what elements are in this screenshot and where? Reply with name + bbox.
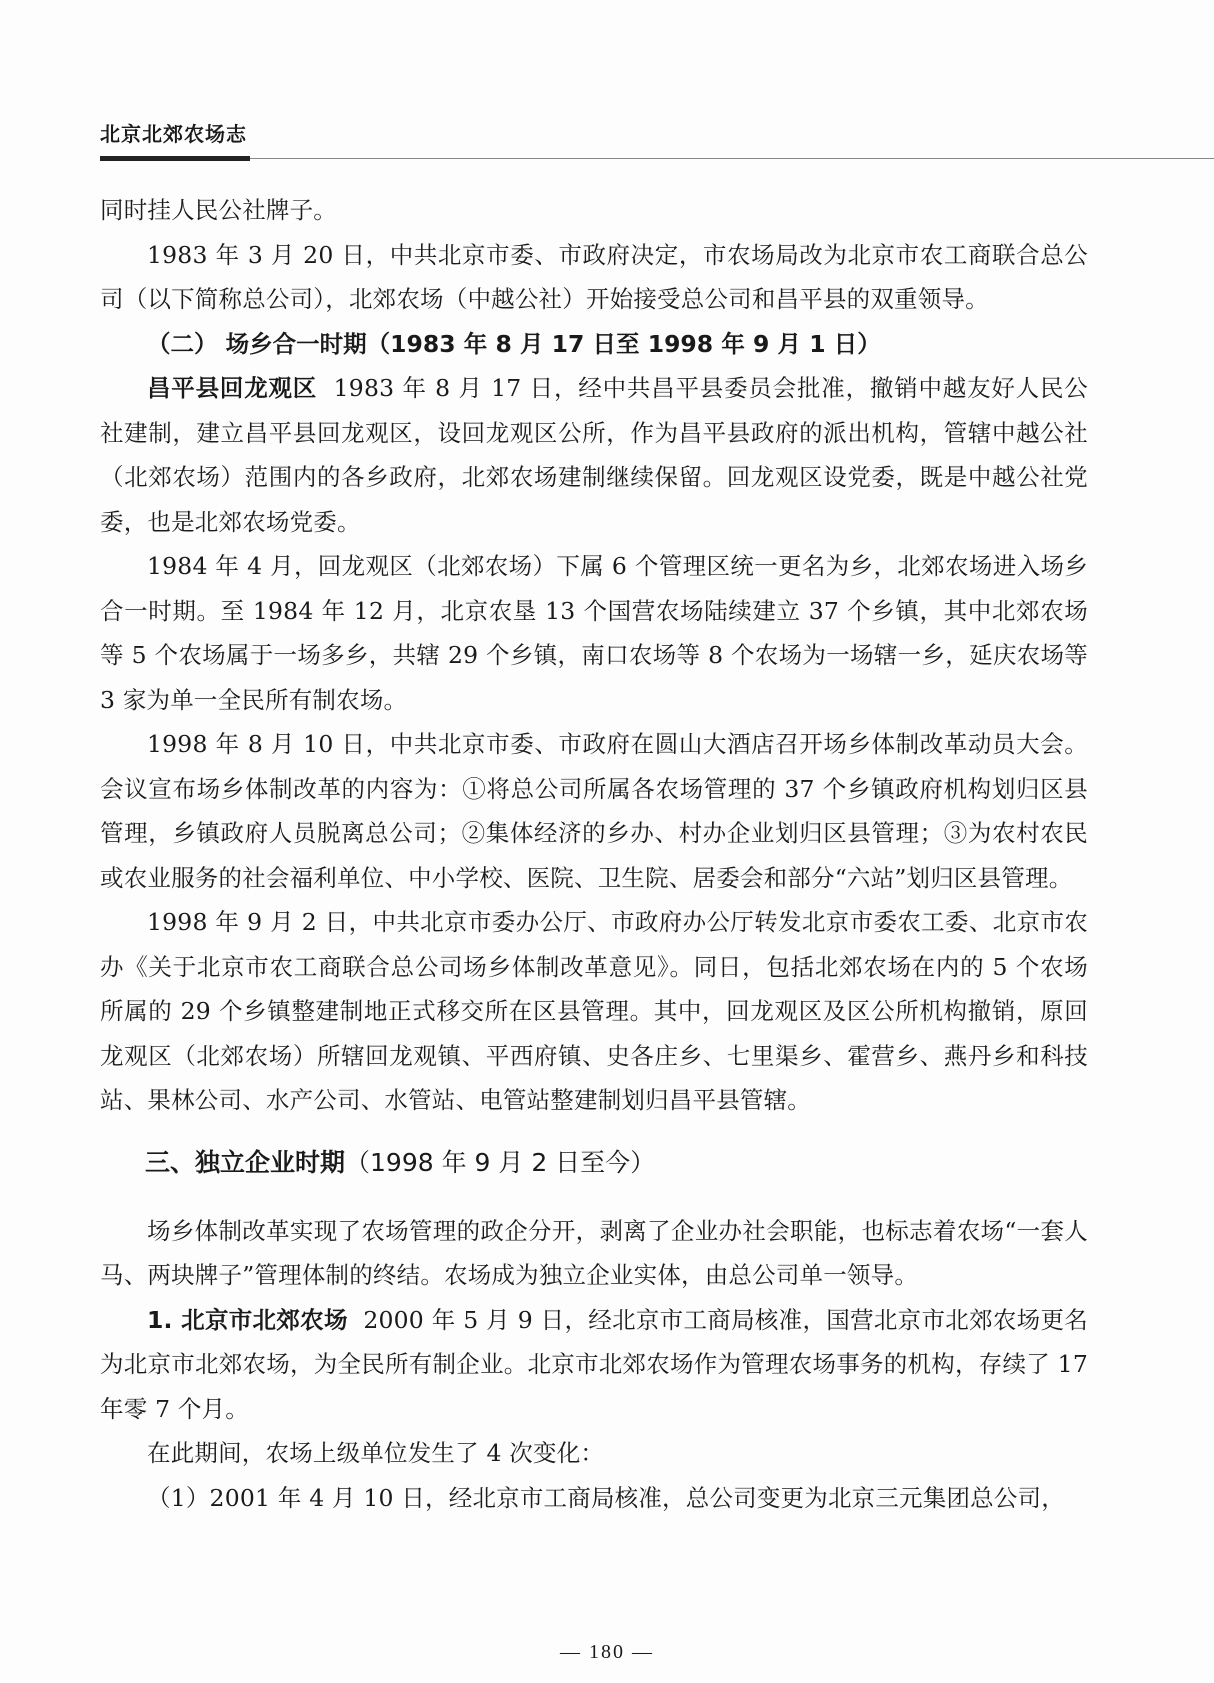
paragraph-3-lead: 昌平县回龙观区 (147, 374, 318, 402)
paragraph-3 (100, 366, 1088, 544)
section-heading-3 (100, 1141, 1088, 1185)
paragraph-1: 同时挂人民公社牌子。 (100, 196, 337, 224)
running-head: 北京北郊农场志 (100, 122, 247, 146)
paragraph-6: 1998 年 9 月 2 日，中共北京市委办公厅、市政府办公厅转发北京市委农工委、北京市农办《关于北京市农工商联合总公司场乡体制改革意见》。同日，包括北郊农场在内的 5 个农场所属的 29 个乡镇整建制地正式移交所在区县管理。其中，回龙观区及区公所机构撤销，原回龙观区（北郊农场）所辖回龙观镇、平西府镇、史各庄乡、七里渠乡、霍营乡、燕丹乡和科技站、果林公司、水产公司、水管站、电管站整建制划归昌平县管辖。 (100, 908, 1088, 1114)
paragraph-4: 1984 年 4 月，回龙观区（北郊农场）下属 6 个管理区统一更名为乡，北郊农场进入场乡合一时期。至 1984 年 12 月，北京农垦 13 个国营农场陆续建立 37 个乡镇，其中北郊农场等 5 个农场属于一场多乡，共辖 29 个乡镇，南口农场等 8 个农场为一场辖一乡，延庆农场等 3 家为单一全民所有制农场。 (100, 552, 1088, 714)
paragraph-9: 在此期间，农场上级单位发生了 4 次变化： (147, 1439, 605, 1467)
paragraph-8-lead: 1. 北京市北郊农场 (147, 1305, 348, 1334)
paragraph-5: 1998 年 8 月 10 日，中共北京市委、市政府在圆山大酒店召开场乡体制改革动员大会。会议宣布场乡体制改革的内容为：①将总公司所属各农场管理的 37 个乡镇政府机构划归区县管理，乡镇政府人员脱离总公司；②集体经济的乡办、村办企业划归区县管理；③为农村农民或农业服务的社会福利单位、中小学校、医院、卫生院、居委会和部分“六站”划归区县管理。 (100, 730, 1088, 892)
paragraph-10: （1）2001 年 4 月 10 日，经北京市工商局核准，总公司变更为北京三元集团总公司， (147, 1483, 1065, 1512)
paragraph-3-text: 1983 年 8 月 17 日，经中共昌平县委员会批准，撤销中越友好人民公社建制，建立昌平县回龙观区，设回龙观区公所，作为昌平县政府的派出机构，管辖中越公社（北郊农场）范围内的各乡政府，北郊农场建制继续保留。回龙观区设党委，既是中越公社党委，也是北郊农场党委。 (100, 374, 1088, 536)
header-rule-thick (100, 156, 250, 161)
body-text (100, 188, 1088, 1520)
page-number: — 180 — (560, 1641, 654, 1663)
header-rule-thin (250, 158, 1214, 159)
section-heading-3-main: 三、独立企业时期 (145, 1147, 346, 1177)
paragraph-2: 1983 年 3 月 20 日，中共北京市委、市政府决定，市农场局改为北京市农工商联合总公司（以下简称总公司），北郊农场（中越公社）开始接受总公司和昌平县的双重领导。 (100, 240, 1088, 313)
section-heading-3-paren: （1998 年 9 月 2 日至今） (345, 1147, 656, 1177)
paragraph-8-text: 2000 年 5 月 9 日，经北京市工商局核准，国营北京市北郊农场更名为北京市北郊农场，为全民所有制企业。北京市北郊农场作为管理农场事务的机构，存续了 17 年零 7 个月。 (100, 1305, 1088, 1423)
paragraph-8 (100, 1298, 1088, 1432)
subsection-heading-2: （二） 场乡合一时期（1983 年 8 月 17 日至 1998 年 9 月 1 日） (147, 329, 881, 358)
paragraph-7: 场乡体制改革实现了农场管理的政企分开，剥离了企业办社会职能，也标志着农场“一套人马、两块牌子”管理体制的终结。农场成为独立企业实体，由总公司单一领导。 (100, 1216, 1088, 1289)
